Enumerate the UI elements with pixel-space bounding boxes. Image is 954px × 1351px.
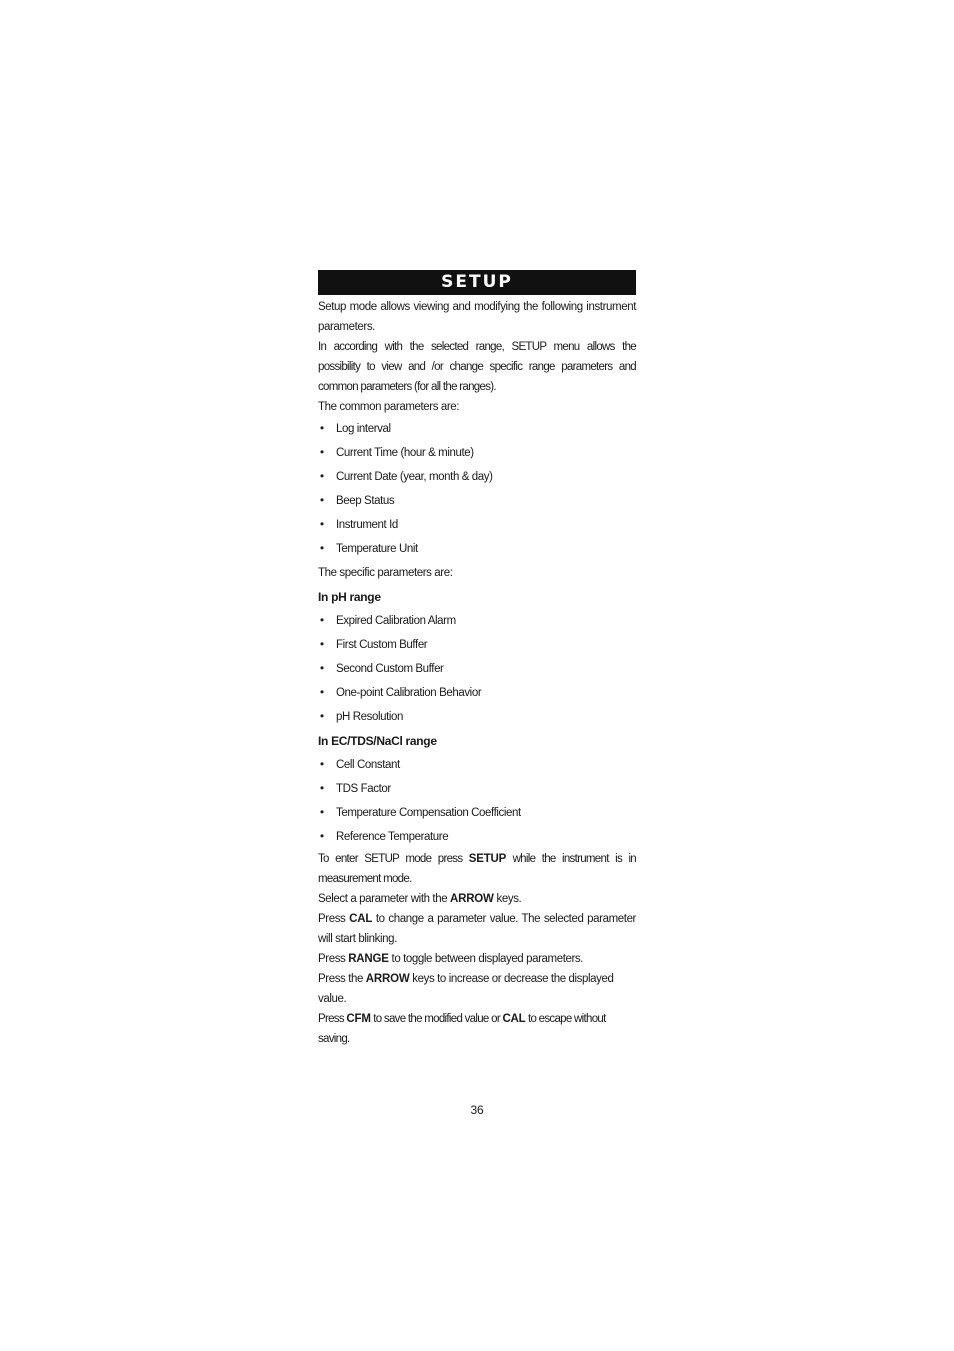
instruction-enter-setup: To enter SETUP mode press SETUP while the instrument is in measurement mode. (318, 853, 636, 885)
ph-parameters-list (318, 609, 636, 729)
bullet-icon: • (320, 519, 324, 531)
list-item: • Cell Constant (318, 753, 636, 777)
instruction-select-parameter: Select a parameter with the ARROW keys. (318, 893, 522, 905)
page-number: 36 (470, 1103, 484, 1117)
list-item: • First Custom Buffer (318, 633, 636, 657)
bullet-icon: • (320, 471, 324, 483)
list-item: • TDS Factor (318, 777, 636, 801)
common-params-intro: The common parameters are: (318, 401, 460, 413)
key-setup: SETUP (468, 853, 507, 865)
common-parameters-list (318, 417, 636, 561)
list-item: • Beep Status (318, 489, 636, 513)
bullet-icon: • (320, 543, 324, 555)
instruction-toggle-parameters: Press RANGE to toggle between displayed parameters. (318, 953, 584, 965)
intro-paragraph-2: In according with the selected range, SETUP menu allows the possibility to view and /or change specific range parameters and common parameters (for all the ranges). (318, 341, 636, 393)
key-cal: CAL (502, 1013, 526, 1025)
list-item: • Expired Calibration Alarm (318, 609, 636, 633)
bullet-icon: • (320, 759, 324, 771)
bullet-icon: • (320, 447, 324, 459)
key-range: RANGE (348, 953, 389, 965)
instruction-change-value: Press CAL to change a parameter value. The selected parameter will start blinking. (318, 913, 636, 945)
list-item: • Current Date (year, month & day) (318, 465, 636, 489)
list-item: • Log interval (318, 417, 636, 441)
list-item: • Temperature Compensation Coefficient (318, 801, 636, 825)
bullet-icon: • (320, 663, 324, 675)
bullet-icon: • (320, 831, 324, 843)
list-item: • One-point Calibration Behavior (318, 681, 636, 705)
bullet-icon: • (320, 687, 324, 699)
bullet-icon: • (320, 711, 324, 723)
specific-params-intro: The specific parameters are: (318, 567, 453, 579)
list-item: • Second Custom Buffer (318, 657, 636, 681)
bullet-icon: • (320, 639, 324, 651)
bullet-icon: • (320, 423, 324, 435)
list-item: • Temperature Unit (318, 537, 636, 561)
list-item: • Instrument Id (318, 513, 636, 537)
page-content (318, 270, 636, 1049)
key-cal: CAL (349, 913, 373, 925)
instruction-adjust-value: Press the ARROW keys to increase or decrease the displayed value. (318, 973, 614, 1005)
key-arrow: ARROW (449, 893, 494, 905)
bullet-icon: • (320, 615, 324, 627)
ec-parameters-list (318, 753, 636, 849)
key-cfm: CFM (346, 1013, 371, 1025)
list-item: • Current Time (hour & minute) (318, 441, 636, 465)
bullet-icon: • (320, 495, 324, 507)
intro-paragraph-1: Setup mode allows viewing and modifying the following instrument parameters. (318, 301, 636, 333)
list-item: • pH Resolution (318, 705, 636, 729)
ec-range-heading: In EC/TDS/NaCl range (318, 734, 437, 748)
bullet-icon: • (320, 807, 324, 819)
section-title-banner: SETUP (318, 270, 636, 295)
key-arrow: ARROW (365, 973, 410, 985)
bullet-icon: • (320, 783, 324, 795)
list-item: • Reference Temperature (318, 825, 636, 849)
instruction-save-escape: Press CFM to save the modified value or CAL to escape without saving. (318, 1013, 606, 1045)
ph-range-heading: In pH range (318, 590, 381, 604)
